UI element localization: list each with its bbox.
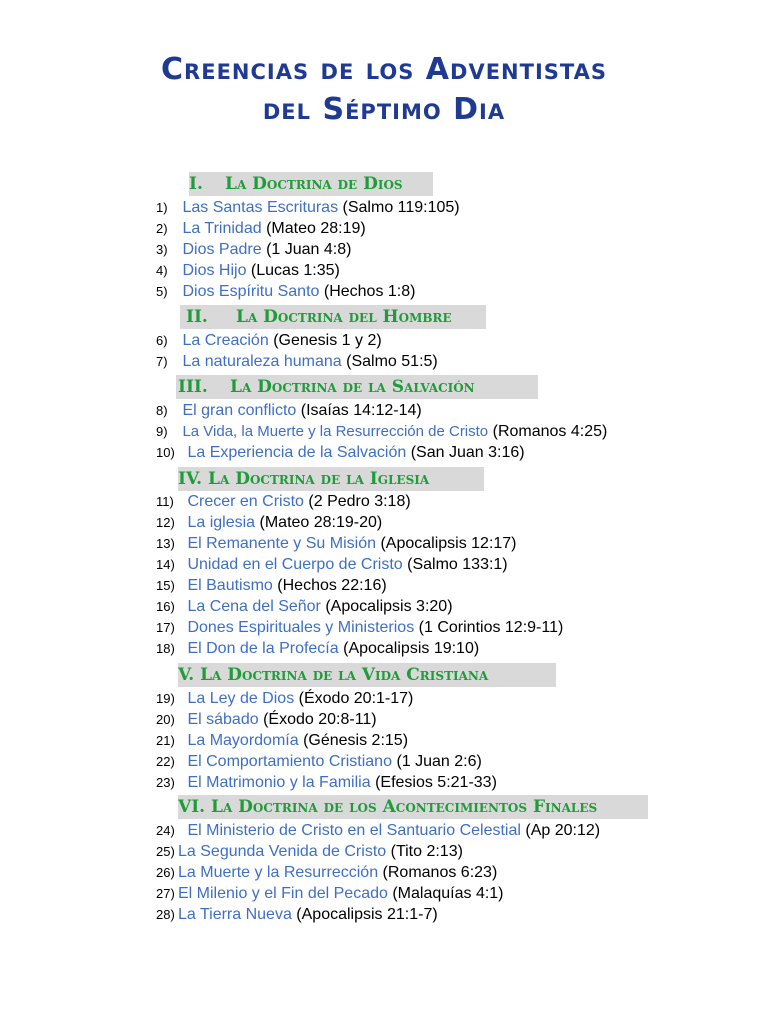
item-reference: (Tito 2:13) — [390, 843, 463, 860]
item-reference: (Mateo 28:19) — [266, 220, 366, 237]
item-number: 14) — [156, 557, 175, 572]
list-item — [156, 282, 415, 302]
section-label: La Doctrina de los Acontecimientos Finales — [210, 797, 598, 817]
section-heading-1 — [189, 172, 433, 196]
item-link[interactable]: La Ley de Dios — [187, 690, 295, 707]
item-link[interactable]: La Trinidad — [182, 220, 262, 237]
list-item — [156, 752, 482, 772]
list-item — [156, 863, 497, 883]
item-number: 26) — [156, 865, 175, 880]
list-item — [156, 198, 460, 218]
list-item — [156, 639, 479, 659]
item-reference: (Romanos 4:25) — [492, 423, 608, 440]
item-number: 24) — [156, 823, 175, 838]
item-link[interactable]: El Bautismo — [187, 577, 273, 594]
list-item — [156, 534, 517, 554]
item-number: 23) — [156, 775, 175, 790]
list-item — [156, 884, 504, 904]
section-heading-6 — [178, 795, 648, 819]
list-item — [156, 492, 411, 512]
item-number: 18) — [156, 641, 175, 656]
item-reference: (Lucas 1:35) — [250, 262, 340, 279]
item-link[interactable]: El Ministerio de Cristo en el Santuario Celestial — [187, 822, 521, 839]
item-link[interactable]: La Cena del Señor — [187, 598, 321, 615]
item-link[interactable]: La Tierra Nueva — [178, 906, 292, 923]
item-number: 10) — [156, 445, 175, 460]
list-item — [156, 731, 408, 751]
item-link[interactable]: La Segunda Venida de Cristo — [178, 843, 387, 860]
item-link[interactable]: Unidad en el Cuerpo de Cristo — [187, 556, 403, 573]
item-number: 12) — [156, 515, 175, 530]
list-item — [156, 443, 525, 463]
item-link[interactable]: La Mayordomía — [187, 732, 299, 749]
list-item — [156, 710, 377, 730]
item-link[interactable]: La Creación — [182, 332, 269, 349]
section-label: La Doctrina de Dios — [225, 174, 403, 194]
item-reference: (Génesis 2:15) — [303, 732, 409, 749]
item-link[interactable]: El gran conflicto — [182, 402, 297, 419]
list-item — [156, 331, 382, 351]
item-number: 1) — [156, 200, 168, 215]
list-item — [156, 513, 382, 533]
list-item — [156, 597, 453, 617]
item-number: 27) — [156, 886, 175, 901]
item-link[interactable]: La Experiencia de la Salvación — [187, 444, 407, 461]
section-number: II. — [186, 307, 208, 327]
item-reference: (Salmo 119:105) — [342, 199, 460, 216]
item-link[interactable]: El Milenio y el Fin del Pecado — [178, 885, 388, 902]
section-number: V. — [178, 665, 195, 685]
item-link[interactable]: Dios Espíritu Santo — [182, 283, 320, 300]
item-number: 11) — [156, 494, 174, 509]
list-item — [156, 261, 340, 281]
page-title-line1: Creencias de los Adventistas — [161, 52, 607, 87]
item-number: 25) — [156, 844, 175, 859]
item-reference: (1 Corintios 12:9-11) — [418, 619, 564, 636]
page-title-line2: del Séptimo Dia — [262, 92, 506, 127]
section-label: La Doctrina del Hombre — [236, 307, 452, 327]
item-link[interactable]: El Remanente y Su Misión — [187, 535, 376, 552]
item-link[interactable]: La Muerte y la Resurrección — [178, 864, 379, 881]
item-reference: (Hechos 1:8) — [323, 283, 416, 300]
section-number: IV. — [178, 469, 203, 489]
item-reference: (2 Pedro 3:18) — [308, 493, 411, 510]
item-link[interactable]: Dios Padre — [182, 241, 262, 258]
item-number: 6) — [156, 333, 168, 348]
item-link[interactable]: La naturaleza humana — [182, 353, 342, 370]
item-reference: (Efesios 5:21-33) — [375, 774, 497, 791]
item-reference: (Salmo 133:1) — [407, 556, 508, 573]
section-label: La Doctrina de la Iglesia — [208, 469, 430, 489]
section-heading-3 — [176, 375, 538, 399]
item-number: 19) — [156, 691, 175, 706]
item-link[interactable]: Dones Espirituales y Ministerios — [187, 619, 415, 636]
item-number: 17) — [156, 620, 175, 635]
list-item — [156, 219, 366, 239]
item-reference: (San Juan 3:16) — [410, 444, 525, 461]
item-reference: (Ap 20:12) — [525, 822, 601, 839]
section-heading-4 — [178, 467, 484, 491]
item-reference: (1 Juan 2:6) — [396, 753, 482, 770]
item-link[interactable]: El Matrimonio y la Familia — [187, 774, 371, 791]
list-item — [156, 773, 497, 793]
item-reference: (Apocalipsis 3:20) — [325, 598, 453, 615]
section-heading-2 — [180, 305, 486, 329]
section-number: I. — [189, 174, 203, 194]
list-item — [156, 352, 438, 372]
item-number: 15) — [156, 578, 175, 593]
item-reference: (Romanos 6:23) — [382, 864, 498, 881]
section-label: La Doctrina de la Salvación — [230, 377, 475, 397]
item-reference: (1 Juan 4:8) — [266, 241, 352, 258]
item-link[interactable]: El Don de la Profecía — [187, 640, 339, 657]
item-reference: (Hechos 22:16) — [277, 577, 387, 594]
item-number: 16) — [156, 599, 175, 614]
item-reference: (Salmo 51:5) — [346, 353, 438, 370]
list-item — [156, 689, 413, 709]
item-number: 9) — [156, 424, 168, 439]
item-reference: (Malaquías 4:1) — [392, 885, 504, 902]
list-item — [156, 555, 508, 575]
item-reference: (Apocalipsis 21:1-7) — [296, 906, 438, 923]
list-item — [156, 618, 563, 638]
section-heading-5 — [178, 663, 556, 687]
section-number: III. — [178, 377, 208, 397]
item-number: 21) — [156, 733, 175, 748]
item-reference: (Apocalipsis 12:17) — [380, 535, 517, 552]
item-number: 20) — [156, 712, 175, 727]
item-number: 2) — [156, 221, 168, 236]
item-link[interactable]: Dios Hijo — [182, 262, 247, 279]
item-number: 28) — [156, 907, 175, 922]
item-link[interactable]: La iglesia — [187, 514, 256, 531]
item-number: 8) — [156, 403, 168, 418]
list-item — [156, 842, 463, 862]
item-number: 4) — [156, 263, 168, 278]
item-reference: (Isaías 14:12-14) — [300, 402, 422, 419]
item-reference: (Éxodo 20:8-11) — [263, 711, 377, 728]
list-item — [156, 240, 351, 260]
list-item — [156, 576, 387, 596]
item-reference: (Éxodo 20:1-17) — [298, 690, 414, 707]
item-reference: (Apocalipsis 19:10) — [343, 640, 480, 657]
item-link[interactable]: La Vida, la Muerte y la Resurrección de Cristo — [182, 423, 489, 440]
list-item — [156, 422, 607, 442]
section-number: VI. — [178, 797, 206, 817]
item-number: 22) — [156, 754, 175, 769]
item-link[interactable]: El sábado — [187, 711, 259, 728]
item-link[interactable]: El Comportamiento Cristiano — [187, 753, 392, 770]
item-number: 3) — [156, 242, 168, 257]
item-reference: (Mateo 28:19-20) — [259, 514, 383, 531]
list-item — [156, 401, 422, 421]
list-item — [156, 821, 600, 841]
item-reference: (Genesis 1 y 2) — [273, 332, 382, 349]
item-number: 7) — [156, 354, 168, 369]
item-number: 5) — [156, 284, 168, 299]
list-item — [156, 905, 438, 925]
item-link[interactable]: Crecer en Cristo — [187, 493, 304, 510]
section-label: La Doctrina de la Vida Cristiana — [200, 665, 489, 685]
item-number: 13) — [156, 536, 175, 551]
item-link[interactable]: Las Santas Escrituras — [182, 199, 339, 216]
